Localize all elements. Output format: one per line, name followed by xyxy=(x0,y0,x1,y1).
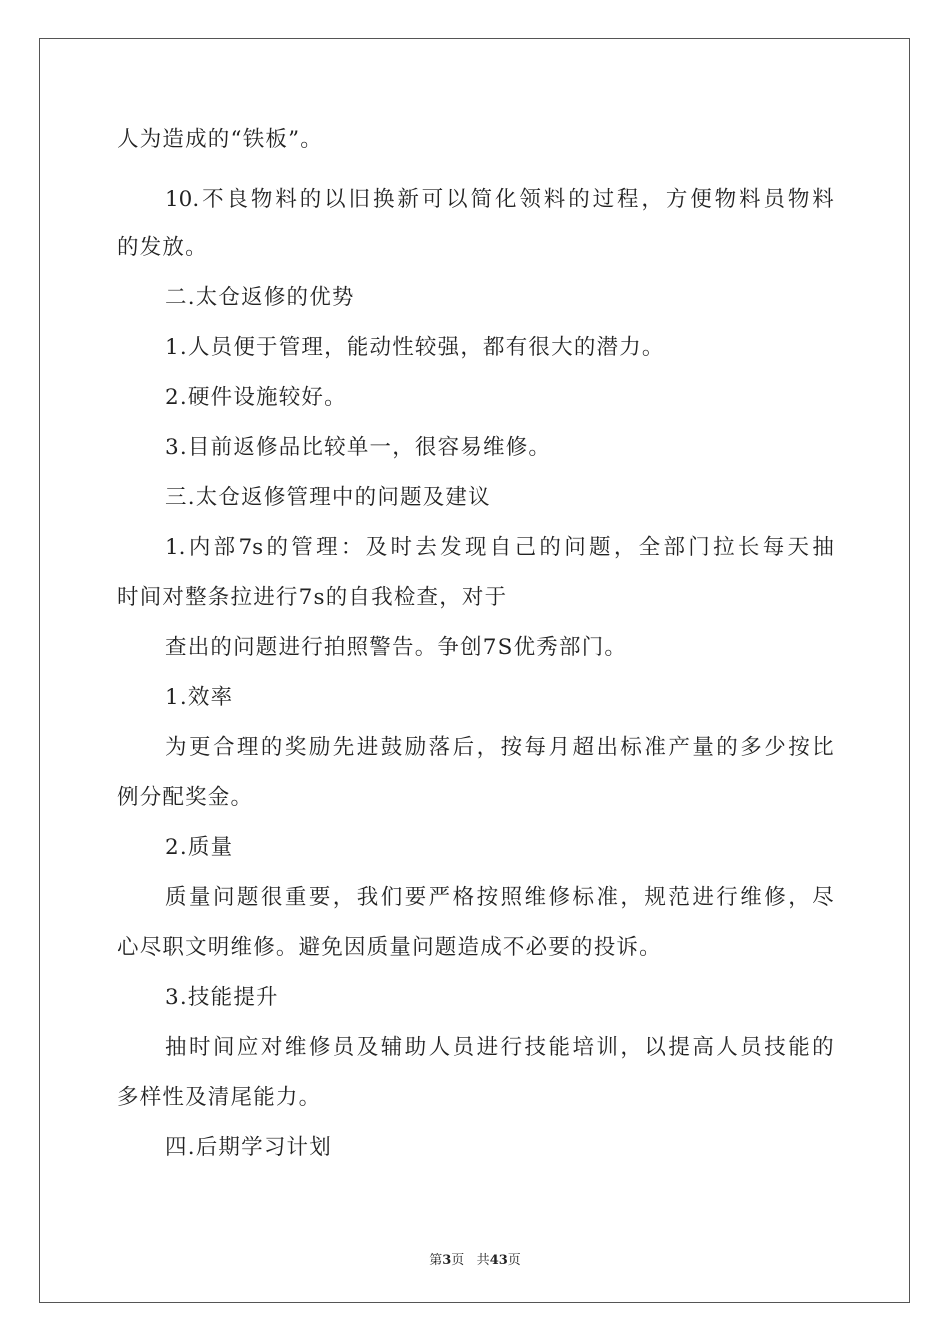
footer-total-unit: 页 xyxy=(507,1253,521,1268)
page-border xyxy=(39,38,910,1303)
paragraph-line: 时间对整条拉进行7s的自我检查，对于 xyxy=(117,585,508,610)
subheading: 2.质量 xyxy=(165,835,234,860)
list-item: 3.目前返修品比较单一，很容易维修。 xyxy=(165,435,552,460)
total-page-count: 43 xyxy=(489,1253,508,1268)
paragraph-line: 心尽职文明维修。避免因质量问题造成不必要的投诉。 xyxy=(117,935,662,960)
paragraph-line: 1. 内 部 7s 的 管 理 ： 及 时 去 发 现 自 己 的 问 题 ， 全 部 门 拉 长 每 天 抽 xyxy=(165,535,834,560)
section-heading: 二.太仓返修的优势 xyxy=(165,285,355,310)
paragraph-line: 的发放。 xyxy=(117,235,208,260)
list-item: 1.人员便于管理，能动性较强，都有很大的潜力。 xyxy=(165,335,665,360)
footer-total-prefix: 共 xyxy=(476,1253,490,1268)
page-footer xyxy=(0,1249,950,1268)
footer-page-unit: 页 xyxy=(451,1253,465,1268)
subheading: 1.效率 xyxy=(165,685,234,710)
section-heading: 四.后期学习计划 xyxy=(165,1135,332,1160)
paragraph-line: 质 量 问 题 很 重 要 ， 我 们 要 严 格 按 照 维 修 标 准 ， 规 范 进 行 维 修 ， 尽 xyxy=(165,885,834,910)
paragraph-line: 抽 时 间 应 对 维 修 员 及 辅 助 人 员 进 行 技 能 培 训 ， 以 提 高 人 员 技 能 的 xyxy=(165,1035,834,1060)
footer-prefix: 第 xyxy=(429,1253,443,1268)
paragraph-line: 为 更 合 理 的 奖 励 先 进 鼓 励 落 后 ， 按 每 月 超 出 标 准 产 量 的 多 少 按 比 xyxy=(165,735,834,760)
paragraph-line: 人为造成的“铁板”。 xyxy=(117,127,323,152)
paragraph-line: 例分配奖金。 xyxy=(117,785,254,810)
section-heading: 三.太仓返修管理中的问题及建议 xyxy=(165,485,491,510)
paragraph-line: 10. 不 良 物 料 的 以 旧 换 新 可 以 简 化 领 料 的 过 程 ， 方 便 物 料 员 物 料 xyxy=(165,187,834,212)
current-page-number: 3 xyxy=(442,1253,452,1268)
list-item: 2.硬件设施较好。 xyxy=(165,385,347,410)
paragraph-line: 查出的问题进行拍照警告。争创7S优秀部门。 xyxy=(165,635,628,660)
subheading: 3.技能提升 xyxy=(165,985,279,1010)
paragraph-line: 多样性及清尾能力。 xyxy=(117,1085,322,1110)
